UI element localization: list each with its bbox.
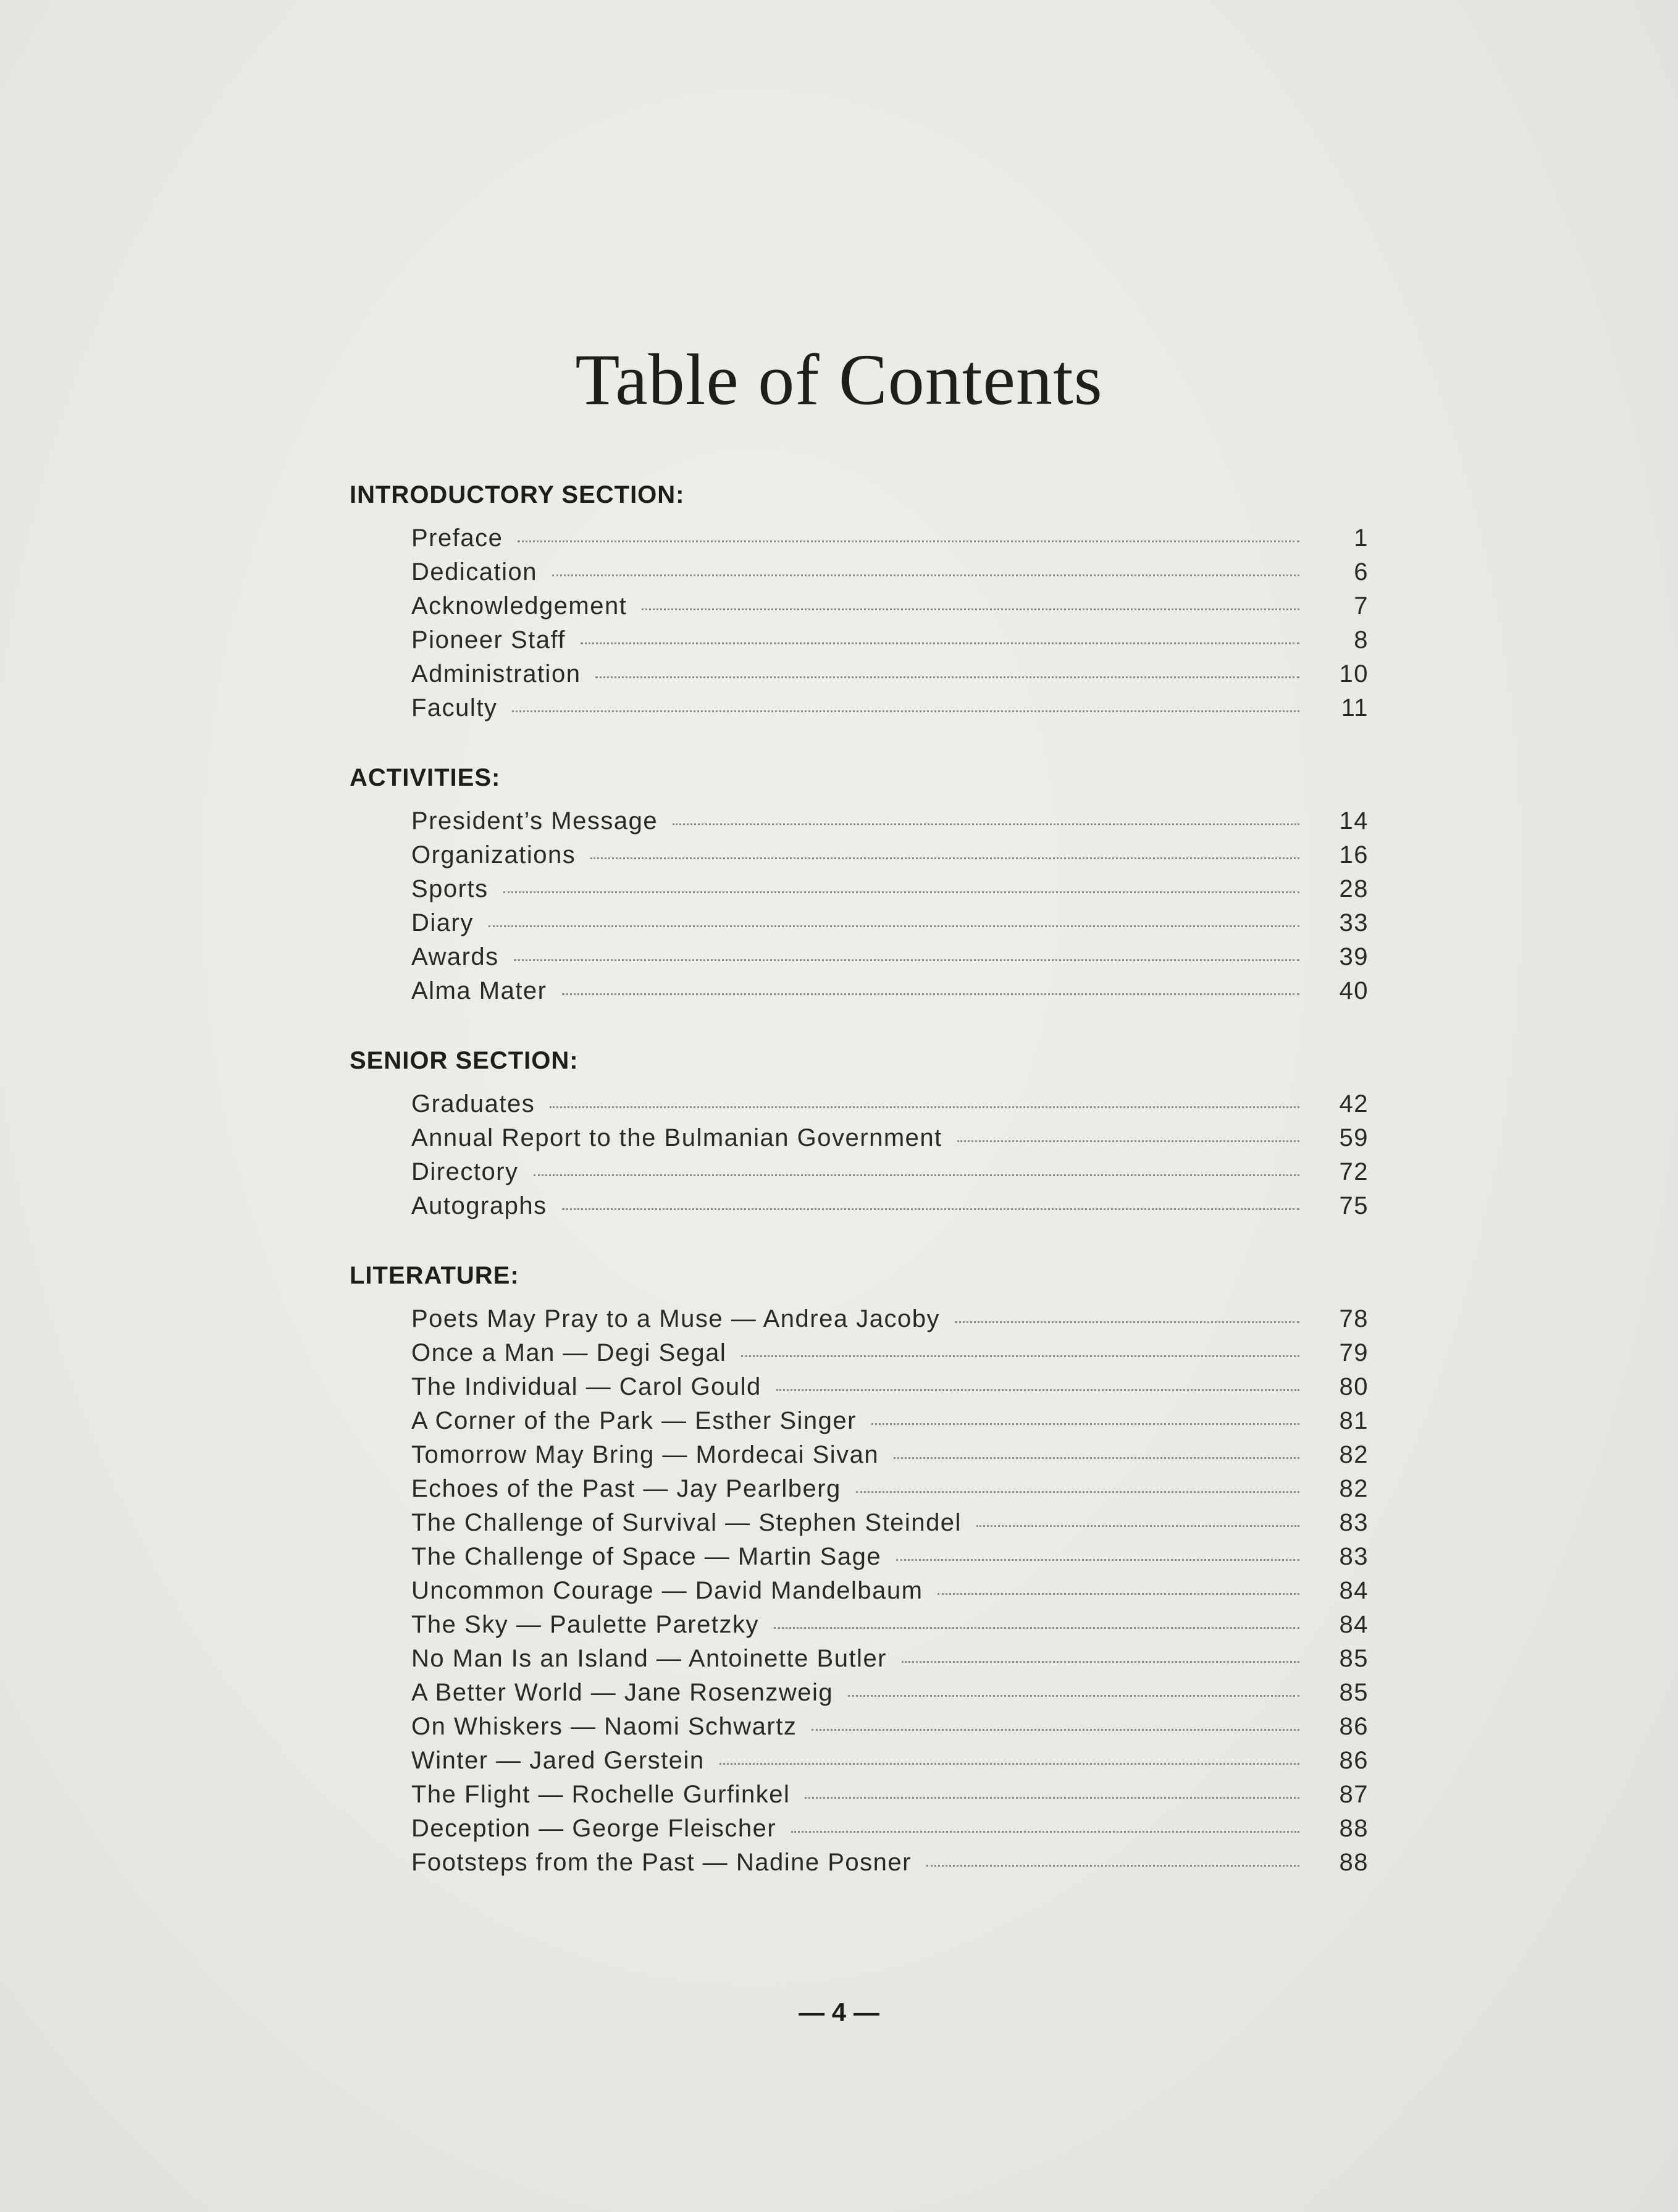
toc-entry bbox=[411, 906, 1369, 940]
toc-entry bbox=[411, 974, 1369, 1008]
dot-leader bbox=[955, 1321, 1299, 1323]
toc-entry bbox=[411, 1370, 1369, 1404]
entry-page-number: 87 bbox=[1339, 1781, 1369, 1808]
toc-entry bbox=[411, 1846, 1369, 1880]
toc-entry bbox=[411, 1812, 1369, 1846]
entry-title: Administration bbox=[411, 660, 581, 688]
dot-leader bbox=[812, 1729, 1299, 1731]
dot-leader bbox=[489, 925, 1299, 927]
dot-leader bbox=[848, 1695, 1299, 1697]
entry-page-number: 10 bbox=[1339, 660, 1369, 688]
entry-page-number: 78 bbox=[1339, 1305, 1369, 1332]
entry-title: The Individual — Carol Gould bbox=[411, 1373, 761, 1400]
toc-entry bbox=[411, 1336, 1369, 1370]
entry-page-number: 14 bbox=[1339, 807, 1369, 835]
entry-page-number: 6 bbox=[1354, 558, 1369, 586]
entry-title: Autographs bbox=[411, 1192, 547, 1219]
entry-title: Preface bbox=[411, 524, 503, 552]
entry-list bbox=[350, 797, 1369, 1008]
entry-page-number: 40 bbox=[1339, 977, 1369, 1004]
entry-page-number: 42 bbox=[1339, 1090, 1369, 1117]
toc-entry bbox=[411, 521, 1369, 555]
toc-entry bbox=[411, 940, 1369, 974]
dot-leader bbox=[719, 1763, 1299, 1765]
dot-leader bbox=[581, 642, 1299, 644]
entry-page-number: 16 bbox=[1339, 841, 1369, 868]
entry-list bbox=[350, 1080, 1369, 1223]
dot-leader bbox=[741, 1355, 1299, 1357]
dot-leader bbox=[776, 1389, 1299, 1391]
dot-leader bbox=[976, 1525, 1299, 1527]
toc-entry bbox=[411, 1574, 1369, 1608]
dot-leader bbox=[957, 1140, 1299, 1142]
entry-title: Annual Report to the Bulmanian Government bbox=[411, 1124, 942, 1151]
toc-entry bbox=[411, 1506, 1369, 1540]
entry-page-number: 75 bbox=[1339, 1192, 1369, 1219]
dot-leader bbox=[550, 1106, 1299, 1108]
entry-page-number: 11 bbox=[1341, 694, 1369, 721]
entry-title: No Man Is an Island — Antoinette Butler bbox=[411, 1645, 887, 1672]
toc-entry bbox=[411, 691, 1369, 725]
entry-title: President’s Message bbox=[411, 807, 658, 835]
dot-leader bbox=[514, 959, 1299, 961]
entry-page-number: 80 bbox=[1339, 1373, 1369, 1400]
dot-leader bbox=[791, 1831, 1299, 1833]
section-activities bbox=[350, 759, 1369, 1008]
entry-page-number: 83 bbox=[1339, 1509, 1369, 1536]
toc-entry bbox=[411, 1438, 1369, 1472]
section-senior bbox=[350, 1041, 1369, 1223]
entry-title: Awards bbox=[411, 943, 499, 970]
entry-title: Sports bbox=[411, 875, 489, 902]
entry-title: The Challenge of Space — Martin Sage bbox=[411, 1543, 882, 1570]
entry-page-number: 84 bbox=[1339, 1577, 1369, 1604]
page-number: — 4 — bbox=[799, 1998, 879, 2027]
entry-page-number: 8 bbox=[1354, 626, 1369, 654]
entry-title: Alma Mater bbox=[411, 977, 547, 1004]
toc-entry bbox=[411, 1302, 1369, 1336]
entry-page-number: 72 bbox=[1339, 1158, 1369, 1185]
toc-entry bbox=[411, 1778, 1369, 1812]
toc-entry bbox=[411, 623, 1369, 657]
entry-title: Pioneer Staff bbox=[411, 626, 566, 654]
entry-page-number: 82 bbox=[1339, 1441, 1369, 1468]
entry-title: On Whiskers — Naomi Schwartz bbox=[411, 1713, 797, 1740]
entry-title: The Challenge of Survival — Stephen Steindel bbox=[411, 1509, 962, 1536]
entry-page-number: 85 bbox=[1339, 1645, 1369, 1672]
entry-page-number: 84 bbox=[1339, 1611, 1369, 1638]
dot-leader bbox=[552, 574, 1299, 576]
toc-entry bbox=[411, 872, 1369, 906]
entry-title: Acknowledgement bbox=[411, 592, 627, 620]
dot-leader bbox=[871, 1423, 1299, 1425]
entry-title: Winter — Jared Gerstein bbox=[411, 1747, 705, 1774]
dot-leader bbox=[534, 1174, 1299, 1176]
toc-entry bbox=[411, 1189, 1369, 1223]
dot-leader bbox=[562, 993, 1300, 995]
entry-page-number: 7 bbox=[1354, 592, 1369, 620]
page-title: Table of Contents bbox=[575, 339, 1103, 420]
entry-list bbox=[350, 514, 1369, 725]
entry-page-number: 33 bbox=[1339, 909, 1369, 936]
toc-entry bbox=[411, 1472, 1369, 1506]
entry-page-number: 81 bbox=[1339, 1407, 1369, 1434]
entry-title: Directory bbox=[411, 1158, 519, 1185]
dot-leader bbox=[805, 1797, 1299, 1799]
toc-entry bbox=[411, 1608, 1369, 1642]
dot-leader bbox=[902, 1661, 1299, 1663]
entry-page-number: 88 bbox=[1339, 1815, 1369, 1842]
toc-entry bbox=[411, 804, 1369, 838]
entry-title: A Corner of the Park — Esther Singer bbox=[411, 1407, 857, 1434]
entry-title: Echoes of the Past — Jay Pearlberg bbox=[411, 1475, 841, 1502]
entry-page-number: 88 bbox=[1339, 1849, 1369, 1876]
dot-leader bbox=[503, 891, 1299, 893]
dot-leader bbox=[673, 823, 1299, 825]
entry-title: Tomorrow May Bring — Mordecai Sivan bbox=[411, 1441, 879, 1468]
entry-page-number: 86 bbox=[1339, 1747, 1369, 1774]
toc-entry bbox=[411, 1744, 1369, 1778]
toc-entry bbox=[411, 555, 1369, 589]
toc-entry bbox=[411, 589, 1369, 623]
entry-list bbox=[350, 1295, 1369, 1880]
entry-title: Uncommon Courage — David Mandelbaum bbox=[411, 1577, 923, 1604]
entry-title: Faculty bbox=[411, 694, 498, 721]
dot-leader bbox=[595, 676, 1299, 678]
entry-title: Organizations bbox=[411, 841, 576, 868]
entry-page-number: 83 bbox=[1339, 1543, 1369, 1570]
entry-title: Graduates bbox=[411, 1090, 535, 1117]
section-heading: INTRODUCTORY SECTION: bbox=[350, 481, 685, 508]
dot-leader bbox=[894, 1457, 1299, 1459]
section-heading: ACTIVITIES: bbox=[350, 764, 501, 791]
dot-leader bbox=[926, 1865, 1299, 1867]
entry-title: Once a Man — Degi Segal bbox=[411, 1339, 727, 1366]
entry-page-number: 79 bbox=[1339, 1339, 1369, 1366]
entry-page-number: 86 bbox=[1339, 1713, 1369, 1740]
entry-page-number: 39 bbox=[1339, 943, 1369, 970]
toc-entry bbox=[411, 1710, 1369, 1744]
dot-leader bbox=[512, 710, 1299, 712]
dot-leader bbox=[562, 1208, 1299, 1210]
entry-title: Footsteps from the Past — Nadine Posner bbox=[411, 1849, 912, 1876]
dot-leader bbox=[938, 1593, 1299, 1595]
toc-entry bbox=[411, 1642, 1369, 1676]
dot-leader bbox=[896, 1559, 1299, 1561]
entry-page-number: 59 bbox=[1339, 1124, 1369, 1151]
toc-entry bbox=[411, 1540, 1369, 1574]
entry-title: A Better World — Jane Rosenzweig bbox=[411, 1679, 834, 1706]
entry-page-number: 28 bbox=[1339, 875, 1369, 902]
entry-title: Diary bbox=[411, 909, 474, 936]
entry-title: The Flight — Rochelle Gurfinkel bbox=[411, 1781, 791, 1808]
section-literature bbox=[350, 1256, 1369, 1880]
toc-entry bbox=[411, 1087, 1369, 1121]
dot-leader bbox=[642, 608, 1299, 610]
toc-entry bbox=[411, 838, 1369, 872]
dot-leader bbox=[774, 1627, 1299, 1629]
toc-entry bbox=[411, 1404, 1369, 1438]
entry-page-number: 82 bbox=[1339, 1475, 1369, 1502]
toc-entry bbox=[411, 1121, 1369, 1155]
dot-leader bbox=[590, 857, 1299, 859]
section-introductory bbox=[350, 476, 1369, 725]
toc-entry bbox=[411, 1155, 1369, 1189]
entry-title: The Sky — Paulette Paretzky bbox=[411, 1611, 759, 1638]
section-heading: SENIOR SECTION: bbox=[350, 1047, 579, 1074]
toc-entry bbox=[411, 657, 1369, 691]
entry-title: Poets May Pray to a Muse — Andrea Jacoby bbox=[411, 1305, 940, 1332]
dot-leader bbox=[518, 540, 1299, 542]
section-heading: LITERATURE: bbox=[350, 1262, 519, 1289]
entry-title: Deception — George Fleischer bbox=[411, 1815, 777, 1842]
entry-page-number: 1 bbox=[1354, 524, 1369, 552]
toc-entry bbox=[411, 1676, 1369, 1710]
dot-leader bbox=[856, 1491, 1299, 1493]
entry-page-number: 85 bbox=[1339, 1679, 1369, 1706]
entry-title: Dedication bbox=[411, 558, 538, 586]
